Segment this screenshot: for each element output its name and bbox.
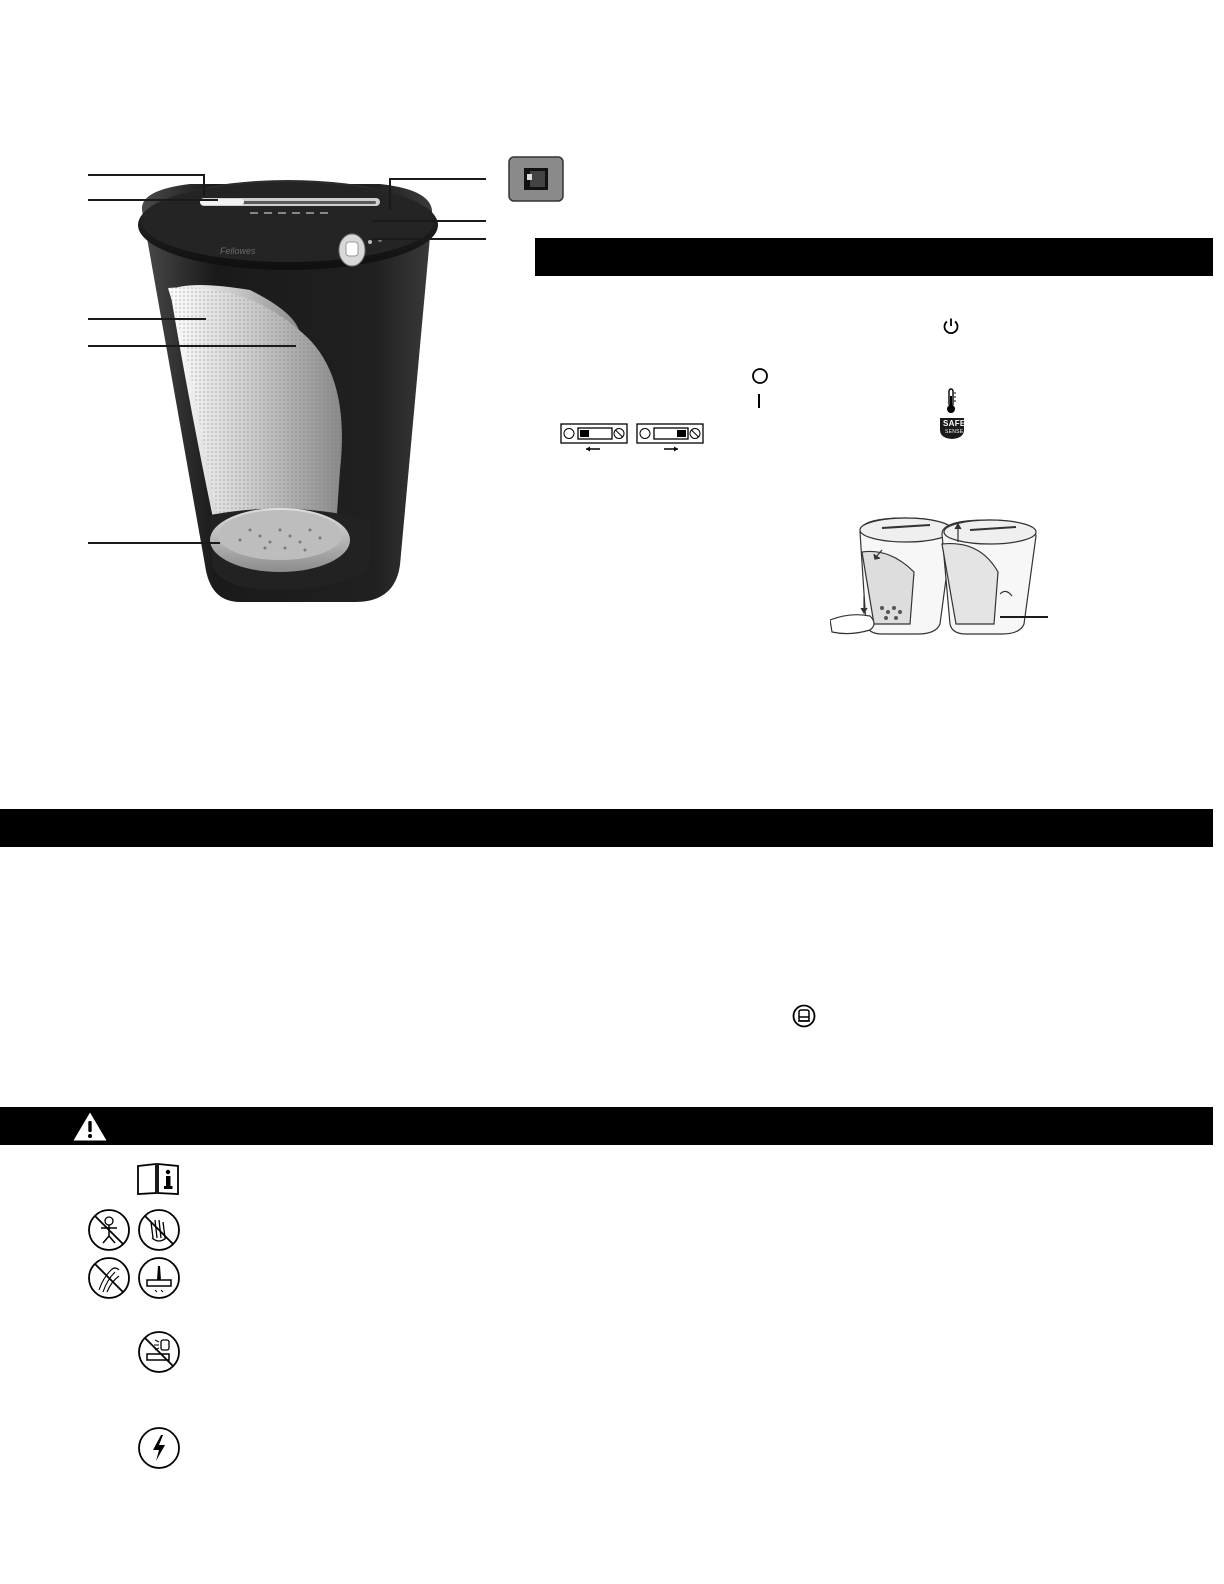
section-header-bar-3 [0, 1107, 1213, 1145]
no-children-icon [87, 1208, 131, 1252]
section-header-bar-1 [535, 238, 1213, 276]
leader-line-2 [88, 199, 218, 201]
bin-full-icon [792, 1004, 816, 1028]
on-line-icon [754, 393, 764, 409]
section-header-bar-2 [0, 809, 1213, 847]
no-aerosol-icon [137, 1330, 181, 1374]
leader-line-6 [390, 178, 486, 180]
electric-shock-icon [137, 1426, 181, 1470]
leader-line-3 [88, 318, 206, 320]
read-manual-icon [136, 1163, 180, 1195]
slider-reverse-icon [560, 423, 628, 453]
shredder-illustration [130, 170, 450, 610]
power-icon [942, 317, 960, 335]
no-ties-icon [137, 1256, 181, 1300]
warning-triangle-icon [72, 1111, 108, 1142]
leader-line-5 [88, 542, 220, 544]
leader-line-1 [88, 174, 204, 176]
brand-logo: Fellowes [220, 246, 256, 256]
thermometer-icon [944, 388, 958, 414]
off-circle-icon [751, 367, 769, 385]
leader-line-9 [1000, 616, 1048, 618]
leader-line-6-drop [389, 178, 391, 210]
safesense-badge-line2: SENSE [945, 429, 964, 435]
leader-line-1-drop [203, 174, 205, 196]
safesense-badge-line1: SAFE [943, 419, 966, 428]
leader-line-7 [372, 220, 486, 222]
bin-emptying-illustration [830, 512, 1050, 638]
no-hands-icon [137, 1208, 181, 1252]
no-hair-icon [87, 1256, 131, 1300]
leader-line-8 [372, 238, 486, 240]
rocker-switch-icon [508, 156, 564, 202]
slider-forward-icon [636, 423, 704, 453]
leader-line-4 [88, 345, 296, 347]
